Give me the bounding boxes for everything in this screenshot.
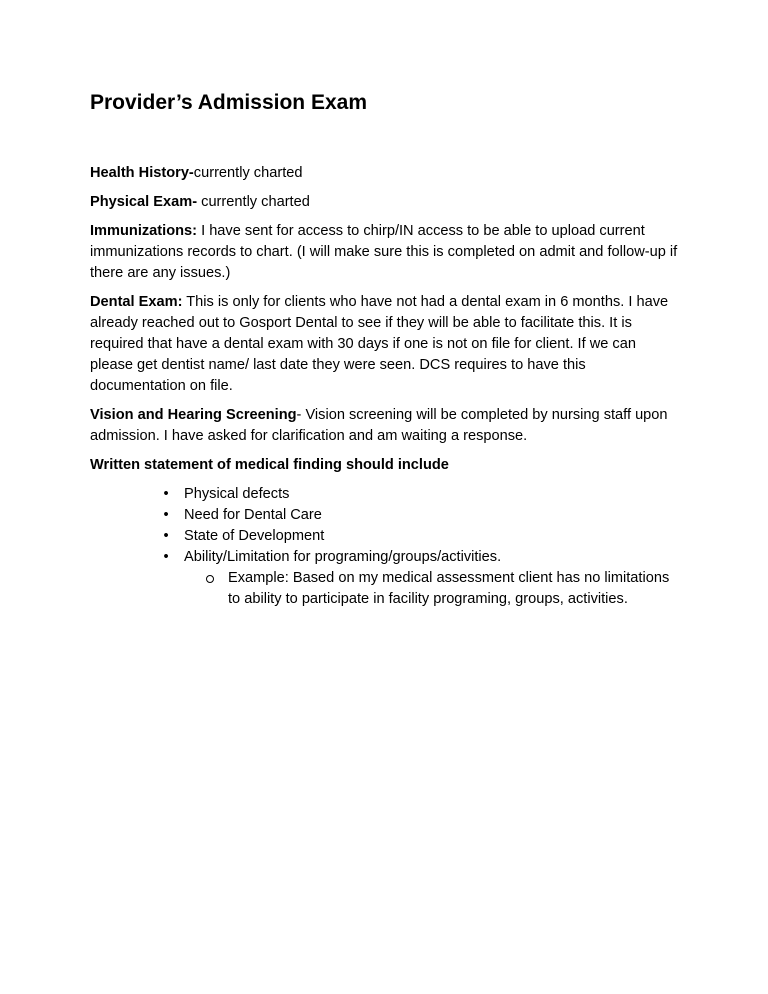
example-sublist — [184, 568, 680, 610]
physical-exam-label: Physical Exam- — [90, 194, 198, 210]
hollow-circle-bullet-icon — [206, 575, 214, 583]
physical-exam-text: currently charted — [197, 194, 310, 210]
vision-hearing-text: - Vision screening will be completed by nursing staff upon admission. I have asked for clarification and am waiting a response. — [90, 407, 668, 444]
list-item — [160, 547, 680, 610]
bullet-icon: • — [163, 507, 169, 523]
list-item-text: Ability/Limitation for programing/groups/activities. — [184, 549, 502, 565]
bullet-icon: • — [163, 528, 169, 544]
bullet-icon: • — [163, 486, 169, 502]
list-item-text: Need for Dental Care — [184, 507, 322, 523]
immunizations-paragraph — [90, 221, 680, 284]
health-history-label: Health History- — [90, 165, 194, 181]
list-item-text: Physical defects — [184, 486, 290, 502]
health-history-paragraph — [90, 163, 680, 184]
dental-exam-paragraph — [90, 292, 680, 397]
findings-list — [90, 484, 680, 610]
page-title: Provider’s Admission Exam — [90, 91, 367, 114]
list-item — [160, 484, 680, 505]
sub-list-item-text: Example: Based on my medical assessment client has no limitations to ability to participate in facility programing, groups, activities. — [228, 570, 670, 607]
list-item — [160, 526, 680, 547]
list-item-text: State of Development — [184, 528, 325, 544]
bullet-icon: • — [163, 549, 169, 565]
dental-exam-text: This is only for clients who have not had a dental exam in 6 months. I have already reached out to Gosport Dental to see if they will be able to facilitate this. It is required that have a dental exam with 30 days if one is not on file for client. If we can please get dentist name/ last date they were seen. DCS requires to have this documentation on file. — [90, 294, 669, 394]
vision-hearing-paragraph — [90, 405, 680, 447]
written-statement-label: Written statement of medical finding should include — [90, 457, 449, 473]
health-history-text: currently charted — [193, 165, 303, 181]
document-body — [90, 88, 680, 610]
immunizations-label: Immunizations: — [90, 223, 198, 239]
immunizations-text: I have sent for access to chirp/IN access to be able to upload current immunizations records to chart. (I will make sure this is completed on admit and follow-up if there are any issues.) — [90, 223, 678, 281]
physical-exam-paragraph — [90, 192, 680, 213]
list-item — [160, 505, 680, 526]
vision-hearing-label: Vision and Hearing Screening — [90, 407, 297, 423]
sub-list-item — [204, 568, 680, 610]
written-statement-heading — [90, 455, 680, 476]
dental-exam-label: Dental Exam: — [90, 294, 183, 310]
